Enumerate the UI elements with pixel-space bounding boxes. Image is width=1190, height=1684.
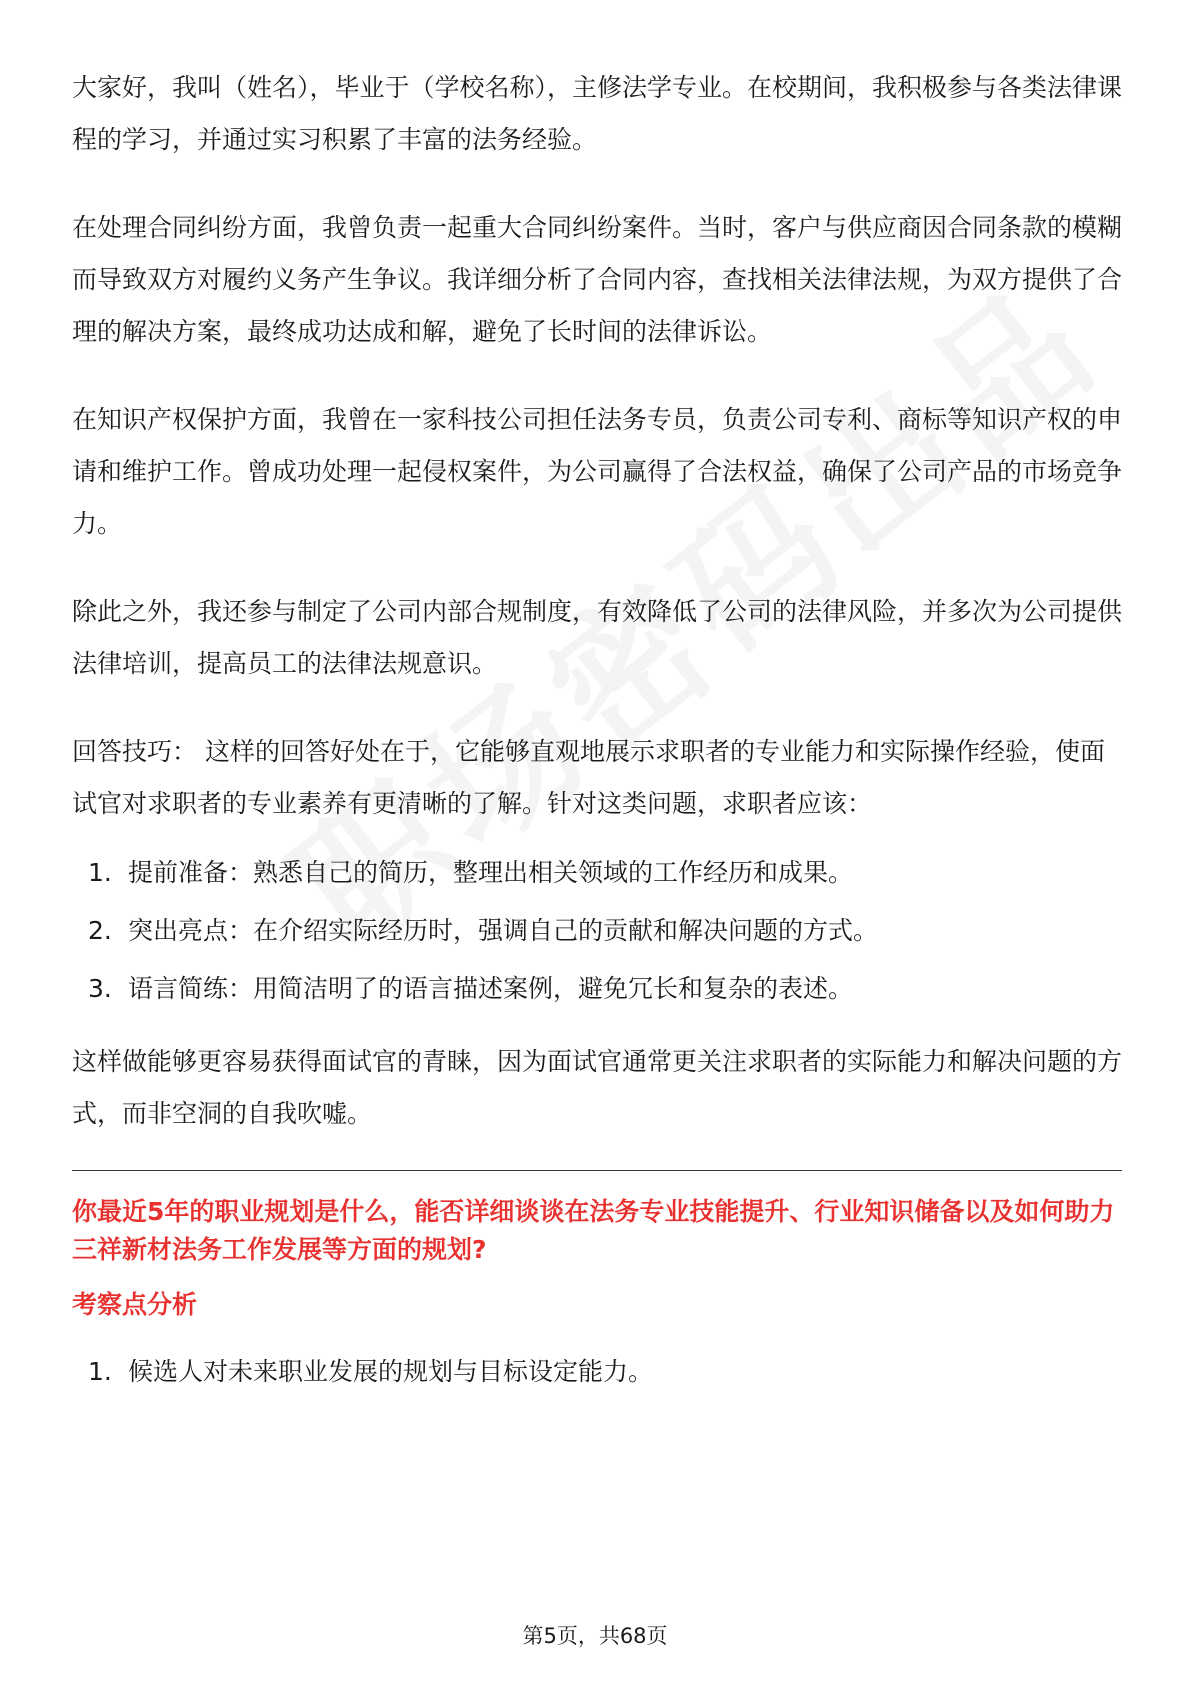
tips-list xyxy=(72,856,1122,1006)
analysis-heading: 考察点分析 xyxy=(72,1290,198,1319)
list-item: 2. 突出亮点：在介绍实际经历时，强调自己的贡献和解决问题的方式。 xyxy=(88,916,879,945)
paragraph-contract-dispute: 在处理合同纠纷方面，我曾负责一起重大合同纠纷案件。当时，客户与供应商因合同条款的模糊而导致双方对履约义务产生争议。我详细分析了合同内容，查找相关法律法规，为双方提供了合理的解决方案，最终成功达成和解，避免了长时间的法律诉讼。 xyxy=(72,213,1123,346)
page-content xyxy=(72,62,1122,1419)
list-item: 1. 候选人对未来职业发展的规划与目标设定能力。 xyxy=(88,1357,654,1386)
list-item: 3. 语言简练：用简洁明了的语言描述案例，避免冗长和复杂的表述。 xyxy=(88,974,854,1003)
paragraph-compliance: 除此之外，我还参与制定了公司内部合规制度，有效降低了公司的法律风险，并多次为公司提供法律培训，提高员工的法律法规意识。 xyxy=(72,597,1123,678)
paragraph-answer-tips: 回答技巧： 这样的回答好处在于，它能够直观地展示求职者的专业能力和实际操作经验，使面试官对求职者的专业素养有更清晰的了解。针对这类问题，求职者应该： xyxy=(72,737,1105,818)
list-item: 1. 提前准备：熟悉自己的简历，整理出相关领域的工作经历和成果。 xyxy=(88,858,854,887)
paragraph-closing: 这样做能够更容易获得面试官的青睐，因为面试官通常更关注求职者的实际能力和解决问题的方式，而非空洞的自我吹嘘。 xyxy=(72,1047,1123,1128)
analysis-list xyxy=(72,1355,1122,1389)
page-footer: 第5页，共68页 xyxy=(522,1624,668,1648)
paragraph-ip-protection: 在知识产权保护方面，我曾在一家科技公司担任法务专员，负责公司专利、商标等知识产权的申请和维护工作。曾成功处理一起侵权案件，为公司赢得了合法权益，确保了公司产品的市场竞争力。 xyxy=(72,405,1123,538)
section-divider xyxy=(72,1170,1122,1171)
paragraph-intro: 大家好，我叫（姓名），毕业于（学校名称），主修法学专业。在校期间，我积极参与各类法律课程的学习，并通过实习积累了丰富的法务经验。 xyxy=(72,73,1123,154)
interview-question: 你最近5年的职业规划是什么，能否详细谈谈在法务专业技能提升、行业知识储备以及如何助力三祥新材法务工作发展等方面的规划? xyxy=(72,1197,1115,1264)
